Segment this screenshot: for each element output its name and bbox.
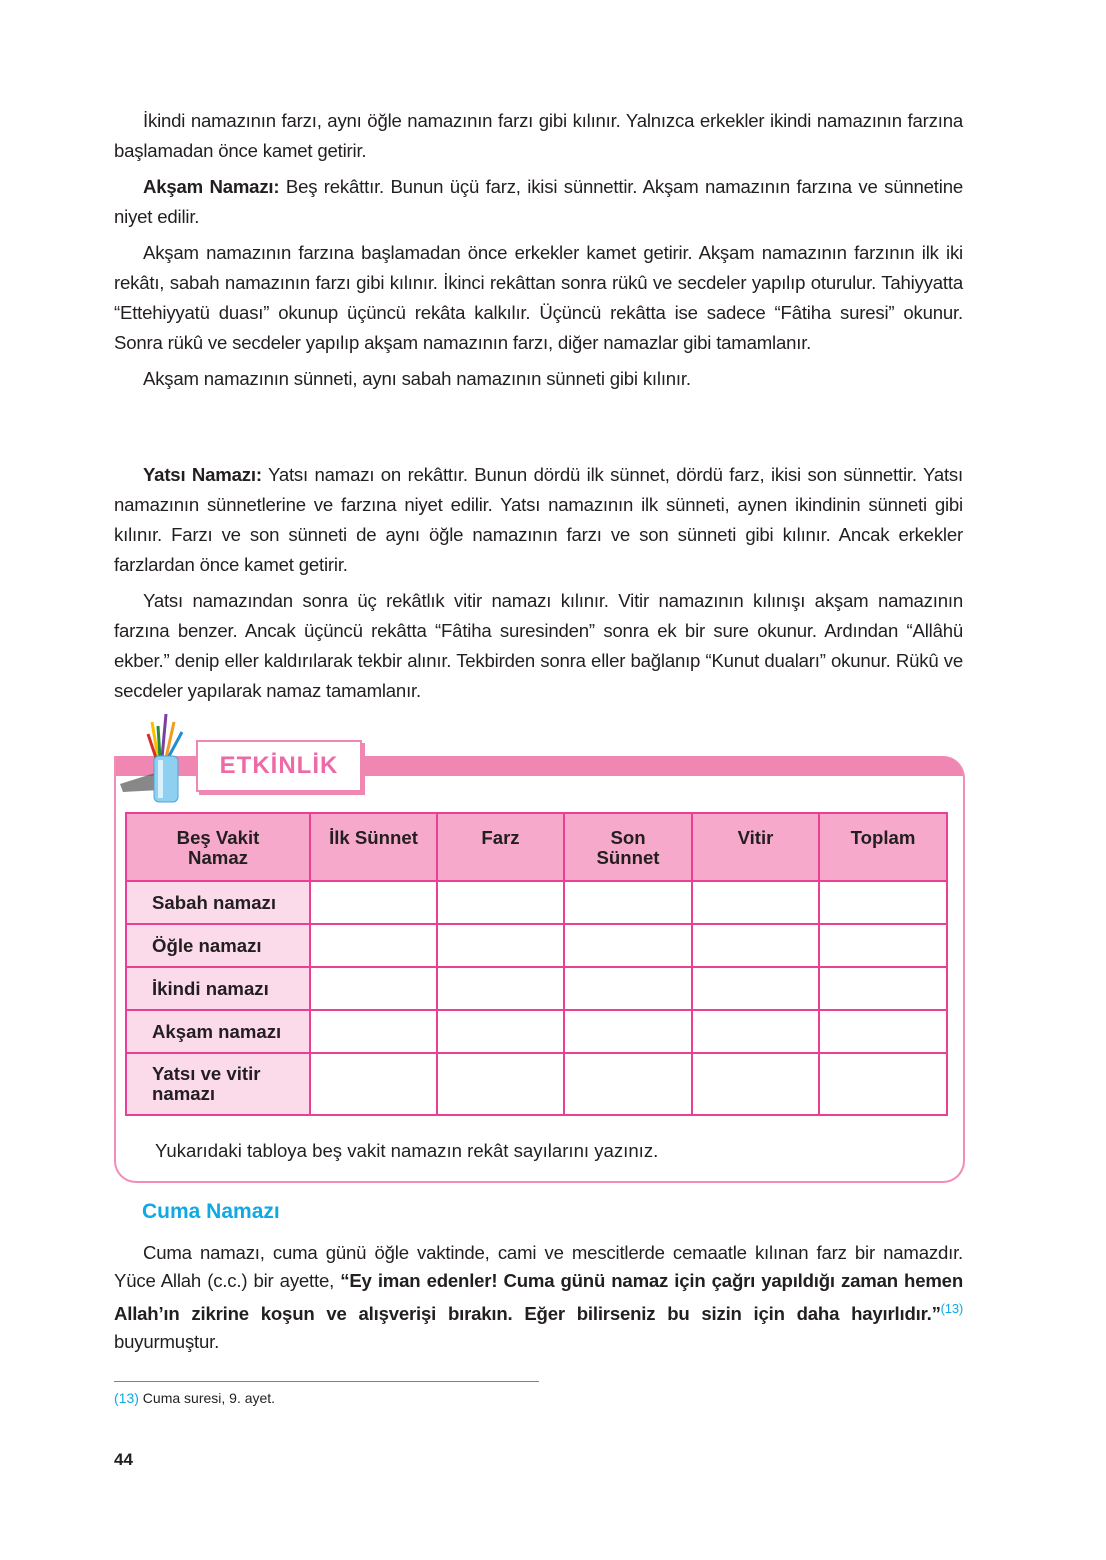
- column-header-text: Beş Vakit Namaz: [176, 827, 260, 868]
- column-header-text: İlk Sünnet: [329, 827, 418, 848]
- answer-cell[interactable]: [437, 881, 564, 924]
- paragraph-lead: Yatsı Namazı:: [143, 464, 262, 485]
- activity-title: ETKİNLİK: [219, 752, 339, 779]
- column-header: [437, 813, 564, 881]
- paragraph: [114, 364, 963, 394]
- table-row: [126, 924, 947, 967]
- column-header: [126, 813, 310, 881]
- row-label: Öğle namazı: [152, 934, 262, 956]
- answer-cell[interactable]: [819, 1053, 947, 1115]
- footnote-ref[interactable]: (13): [940, 1301, 963, 1316]
- row-header: [126, 967, 310, 1010]
- paragraph: [114, 172, 963, 232]
- answer-cell[interactable]: [310, 924, 437, 967]
- footnote: [114, 1390, 275, 1406]
- answer-cell[interactable]: [819, 1010, 947, 1053]
- answer-cell[interactable]: [819, 881, 947, 924]
- paragraph-text: Akşam namazının farzına başlamadan önce erkekler kamet getirir. Akşam namazının farzının ilk iki rekâtı, sabah namazının farzı gibi kılınır. İkinci rekâttan sonra rükû ve secdeler yapılıp oturulur. Tahiyyatta “Ettehiyyatü duası” okunup üçüncü rekâta kalkılır. Üçüncü rekâtta ise sadece “Fâtiha suresi” okunur. Sonra rükû ve secdeler yapılıp akşam namazının farzı, diğer namazlar gibi tamamlanır.: [114, 242, 963, 353]
- column-header: [564, 813, 692, 881]
- table-row: [126, 967, 947, 1010]
- table-row: [126, 881, 947, 924]
- row-label: Akşam namazı: [152, 1020, 282, 1042]
- paragraph-lead: Akşam Namazı:: [143, 176, 280, 197]
- column-header: [692, 813, 819, 881]
- row-header: [126, 881, 310, 924]
- activity-label: [196, 740, 362, 792]
- answer-cell[interactable]: [692, 1010, 819, 1053]
- paragraph: [114, 106, 963, 166]
- column-header-text: Toplam: [850, 827, 916, 848]
- activity-instruction: Yukarıdaki tabloya beş vakit namazın rekât sayılarını yazınız.: [155, 1140, 659, 1161]
- quote: “Ey iman edenler! Cuma günü namaz için çağrı yapıldığı zaman hemen Allah’ın zikrine koşun ve alışverişi bırakın. Eğer bilirseniz bu sizin için daha hayırlıdır.”: [114, 1270, 963, 1325]
- paragraph: [114, 460, 963, 580]
- body-text-top: [114, 106, 963, 400]
- column-header-text: Son Sünnet: [596, 827, 660, 868]
- answer-cell[interactable]: [310, 1010, 437, 1053]
- answer-cell[interactable]: [437, 1010, 564, 1053]
- column-header-text: Vitir: [737, 827, 774, 848]
- column-header: [819, 813, 947, 881]
- footnote-divider: [114, 1381, 539, 1382]
- answer-cell[interactable]: [437, 967, 564, 1010]
- table-row: [126, 1053, 947, 1115]
- answer-cell[interactable]: [692, 881, 819, 924]
- answer-cell[interactable]: [310, 967, 437, 1010]
- page-number: 44: [114, 1450, 133, 1469]
- answer-cell[interactable]: [564, 1010, 692, 1053]
- paragraph: [114, 586, 963, 706]
- answer-cell[interactable]: [437, 924, 564, 967]
- paragraph-text: Yatsı namazından sonra üç rekâtlık vitir namazı kılınır. Vitir namazının kılınışı akşam namazının farzına benzer. Ancak üçüncü rekâtta “Fâtiha suresinden” sonra ek bir sure okunur. Ardından “Allâhü ekber.” denip eller kaldırılarak tekbir alınır. Tekbirden sonra eller bağlanıp “Kunut duaları” okunur. Rükû ve secdeler yapılarak namaz tamamlanır.: [114, 590, 963, 701]
- column-header: [310, 813, 437, 881]
- pencil-cup-icon: [118, 712, 193, 804]
- answer-cell[interactable]: [437, 1053, 564, 1115]
- answer-cell[interactable]: [564, 1053, 692, 1115]
- row-label: İkindi namazı: [152, 977, 269, 999]
- row-header: [126, 1010, 310, 1053]
- paragraph-text: Beş rekâttır. Bunun üçü farz, ikisi sünnettir. Akşam namazının farzına ve sünnetine niyet edilir.: [114, 176, 963, 227]
- answer-cell[interactable]: [819, 967, 947, 1010]
- body-text-yatsi: [114, 460, 963, 712]
- answer-cell[interactable]: [310, 1053, 437, 1115]
- row-label: Sabah namazı: [152, 891, 277, 913]
- paragraph: [114, 238, 963, 358]
- row-label: Yatsı ve vitir namazı: [152, 1063, 261, 1104]
- answer-cell[interactable]: [819, 924, 947, 967]
- row-header: [126, 1053, 310, 1115]
- answer-cell[interactable]: [692, 967, 819, 1010]
- section-heading: Cuma Namazı: [142, 1200, 280, 1223]
- table-row: [126, 1010, 947, 1053]
- activity-table: [125, 812, 948, 1116]
- answer-cell[interactable]: [564, 881, 692, 924]
- cuma-paragraph: [114, 1239, 963, 1362]
- text: buyurmuştur.: [114, 1331, 220, 1353]
- text: Cuma namazı, cuma günü öğle vaktinde, cami ve mescitlerde cemaatle kılınan farz bir namazdır. Yüce Allah (c.c.) bir ayette,: [114, 1242, 963, 1291]
- row-header: [126, 924, 310, 967]
- column-header-text: Farz: [481, 827, 520, 848]
- paragraph-text: Yatsı namazı on rekâttır. Bunun dördü ilk sünnet, dördü farz, ikisi son sünnettir. Yatsı namazının sünnetlerine ve farzına niyet edilir. Yatsı namazının ilk sünneti, aynen ikindinin sünneti gibi kılınır. Farzı ve son sünneti de aynı öğle namazının farzı ve son sünneti gibi kılınır. Ancak erkekler farzlardan önce kamet getirir.: [114, 464, 963, 575]
- answer-cell[interactable]: [564, 967, 692, 1010]
- paragraph-text: İkindi namazının farzı, aynı öğle namazının farzı gibi kılınır. Yalnızca erkekler ikindi namazının farzına başlamadan önce kamet getirir.: [114, 110, 963, 161]
- footnote-text: Cuma suresi, 9. ayet.: [138, 1390, 276, 1406]
- answer-cell[interactable]: [310, 881, 437, 924]
- footnote-number: (13): [114, 1390, 139, 1406]
- answer-cell[interactable]: [692, 924, 819, 967]
- answer-cell[interactable]: [692, 1053, 819, 1115]
- answer-cell[interactable]: [564, 924, 692, 967]
- paragraph-text: Akşam namazının sünneti, aynı sabah namazının sünneti gibi kılınır.: [143, 368, 691, 389]
